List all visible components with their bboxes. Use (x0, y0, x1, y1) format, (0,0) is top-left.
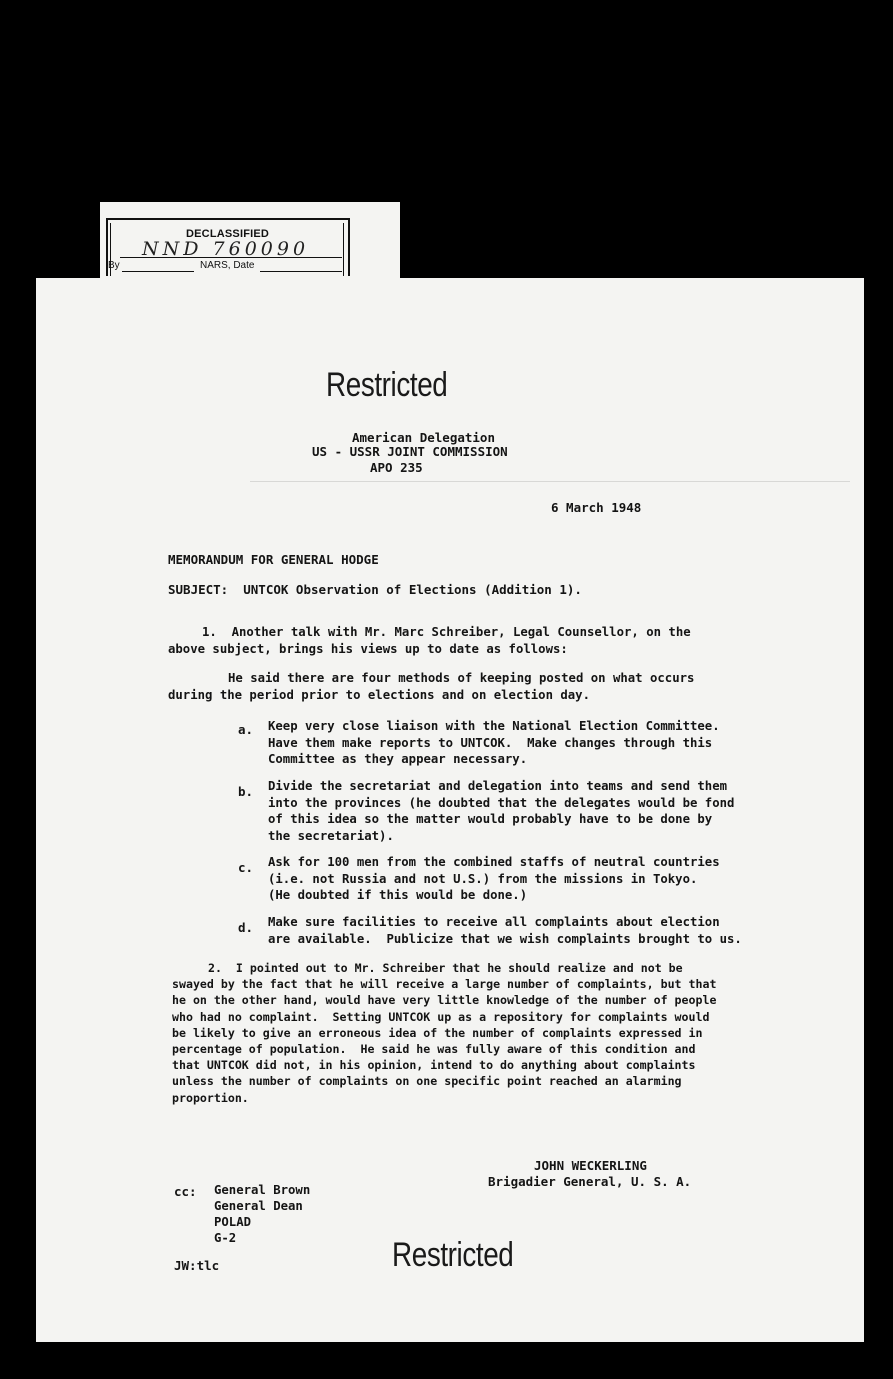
paragraph-2-line: who had no complaint. Setting UNTCOK up as a repository for complaints would (172, 1009, 710, 1024)
item-c-text (268, 854, 720, 904)
cc-label: cc: (174, 1184, 197, 1199)
item-line: are available. Publicize that we wish complaints brought to us. (268, 931, 742, 946)
divider (250, 481, 850, 482)
cc-recipient: General Brown (214, 1183, 311, 1197)
memo-date: 6 March 1948 (551, 500, 642, 515)
paragraph-2-line: percentage of population. He said he was fully aware of this condition and (172, 1042, 696, 1057)
item-line: of this idea so the matter would probably have to be done by (268, 812, 713, 826)
letterhead-line-1: American Delegation (352, 430, 495, 445)
paragraph-1 (168, 624, 691, 657)
item-line: Ask for 100 men from the combined staffs of neutral countries (268, 855, 720, 869)
memo-subject: SUBJECT: UNTCOK Observation of Elections (Addition 1). (168, 582, 582, 597)
item-line: Divide the secretariat and delegation into teams and send them (268, 779, 728, 793)
paragraph-2 (172, 960, 716, 1106)
item-line: (i.e. not Russia and not U.S.) from the missions in Tokyo. (268, 871, 698, 886)
memo-for: MEMORANDUM FOR GENERAL HODGE (168, 552, 379, 567)
paragraph-1b-line: during the period prior to elections and on election day. (168, 687, 590, 702)
classification-top: Restricted (326, 366, 448, 404)
paragraph-2-line: proportion. (172, 1090, 249, 1105)
item-d-letter: d. (238, 920, 254, 935)
authority-number: NND 760090 (142, 238, 310, 260)
item-b-letter: b. (238, 784, 254, 799)
typist-initials: JW:tlc (174, 1258, 220, 1273)
cc-recipient: G-2 (214, 1231, 237, 1245)
item-line: (He doubted if this would be done.) (268, 888, 528, 902)
paragraph-1-line: above subject, brings his views up to date as follows: (168, 641, 568, 656)
item-line: Have them make reports to UNTCOK. Make changes through this (268, 735, 713, 750)
declassified-label: DECLASSIFIED (186, 228, 270, 240)
paragraph-2-line: be likely to give an erroneous idea of the number of complaints expressed in (172, 1025, 703, 1040)
paragraph-1-line: 1. Another talk with Mr. Marc Schreiber, Legal Counsellor, on the (202, 625, 691, 639)
paragraph-2-line: he on the other hand, would have very little knowledge of the number of people (172, 993, 717, 1008)
item-c-letter: c. (238, 860, 254, 875)
cc-recipient: POLAD (214, 1215, 252, 1229)
nars-date-label: NARS, Date (200, 260, 255, 271)
paragraph-1b-line: He said there are four methods of keeping posted on what occurs (228, 671, 695, 685)
item-a-text (268, 718, 720, 768)
item-a-letter: a. (238, 722, 254, 737)
classification-bottom: Restricted (392, 1236, 514, 1274)
item-line: into the provinces (he doubted that the delegates would be fond (268, 795, 735, 810)
cc-recipient: General Dean (214, 1199, 303, 1213)
paragraph-2-line: swayed by the fact that he will receive a large number of complaints, but that (172, 977, 717, 992)
paragraph-2-line: 2. I pointed out to Mr. Schreiber that he should realize and not be (208, 961, 683, 975)
item-line: Committee as they appear necessary. (268, 752, 528, 766)
item-line: Keep very close liaison with the National Election Committee. (268, 719, 720, 733)
paragraph-2-line: unless the number of complaints on one specific point reached an alarming (172, 1074, 682, 1089)
declassification-stamp (100, 202, 400, 282)
letterhead-line-2: US - USSR JOINT COMMISSION (312, 444, 508, 459)
item-d-text (268, 914, 742, 947)
item-b-text (268, 778, 734, 844)
signature-name: JOHN WECKERLING (534, 1158, 647, 1173)
cc-list (214, 1182, 310, 1246)
signature-title: Brigadier General, U. S. A. (488, 1174, 692, 1189)
paragraph-1b (168, 670, 694, 703)
paragraph-2-line: that UNTCOK did not, in his opinion, intend to do anything about complaints (172, 1058, 696, 1073)
item-line: the secretariat). (268, 828, 394, 843)
letterhead-line-3: APO 235 (370, 460, 423, 475)
item-line: Make sure facilities to receive all complaints about election (268, 915, 720, 929)
by-label: By (108, 260, 120, 271)
